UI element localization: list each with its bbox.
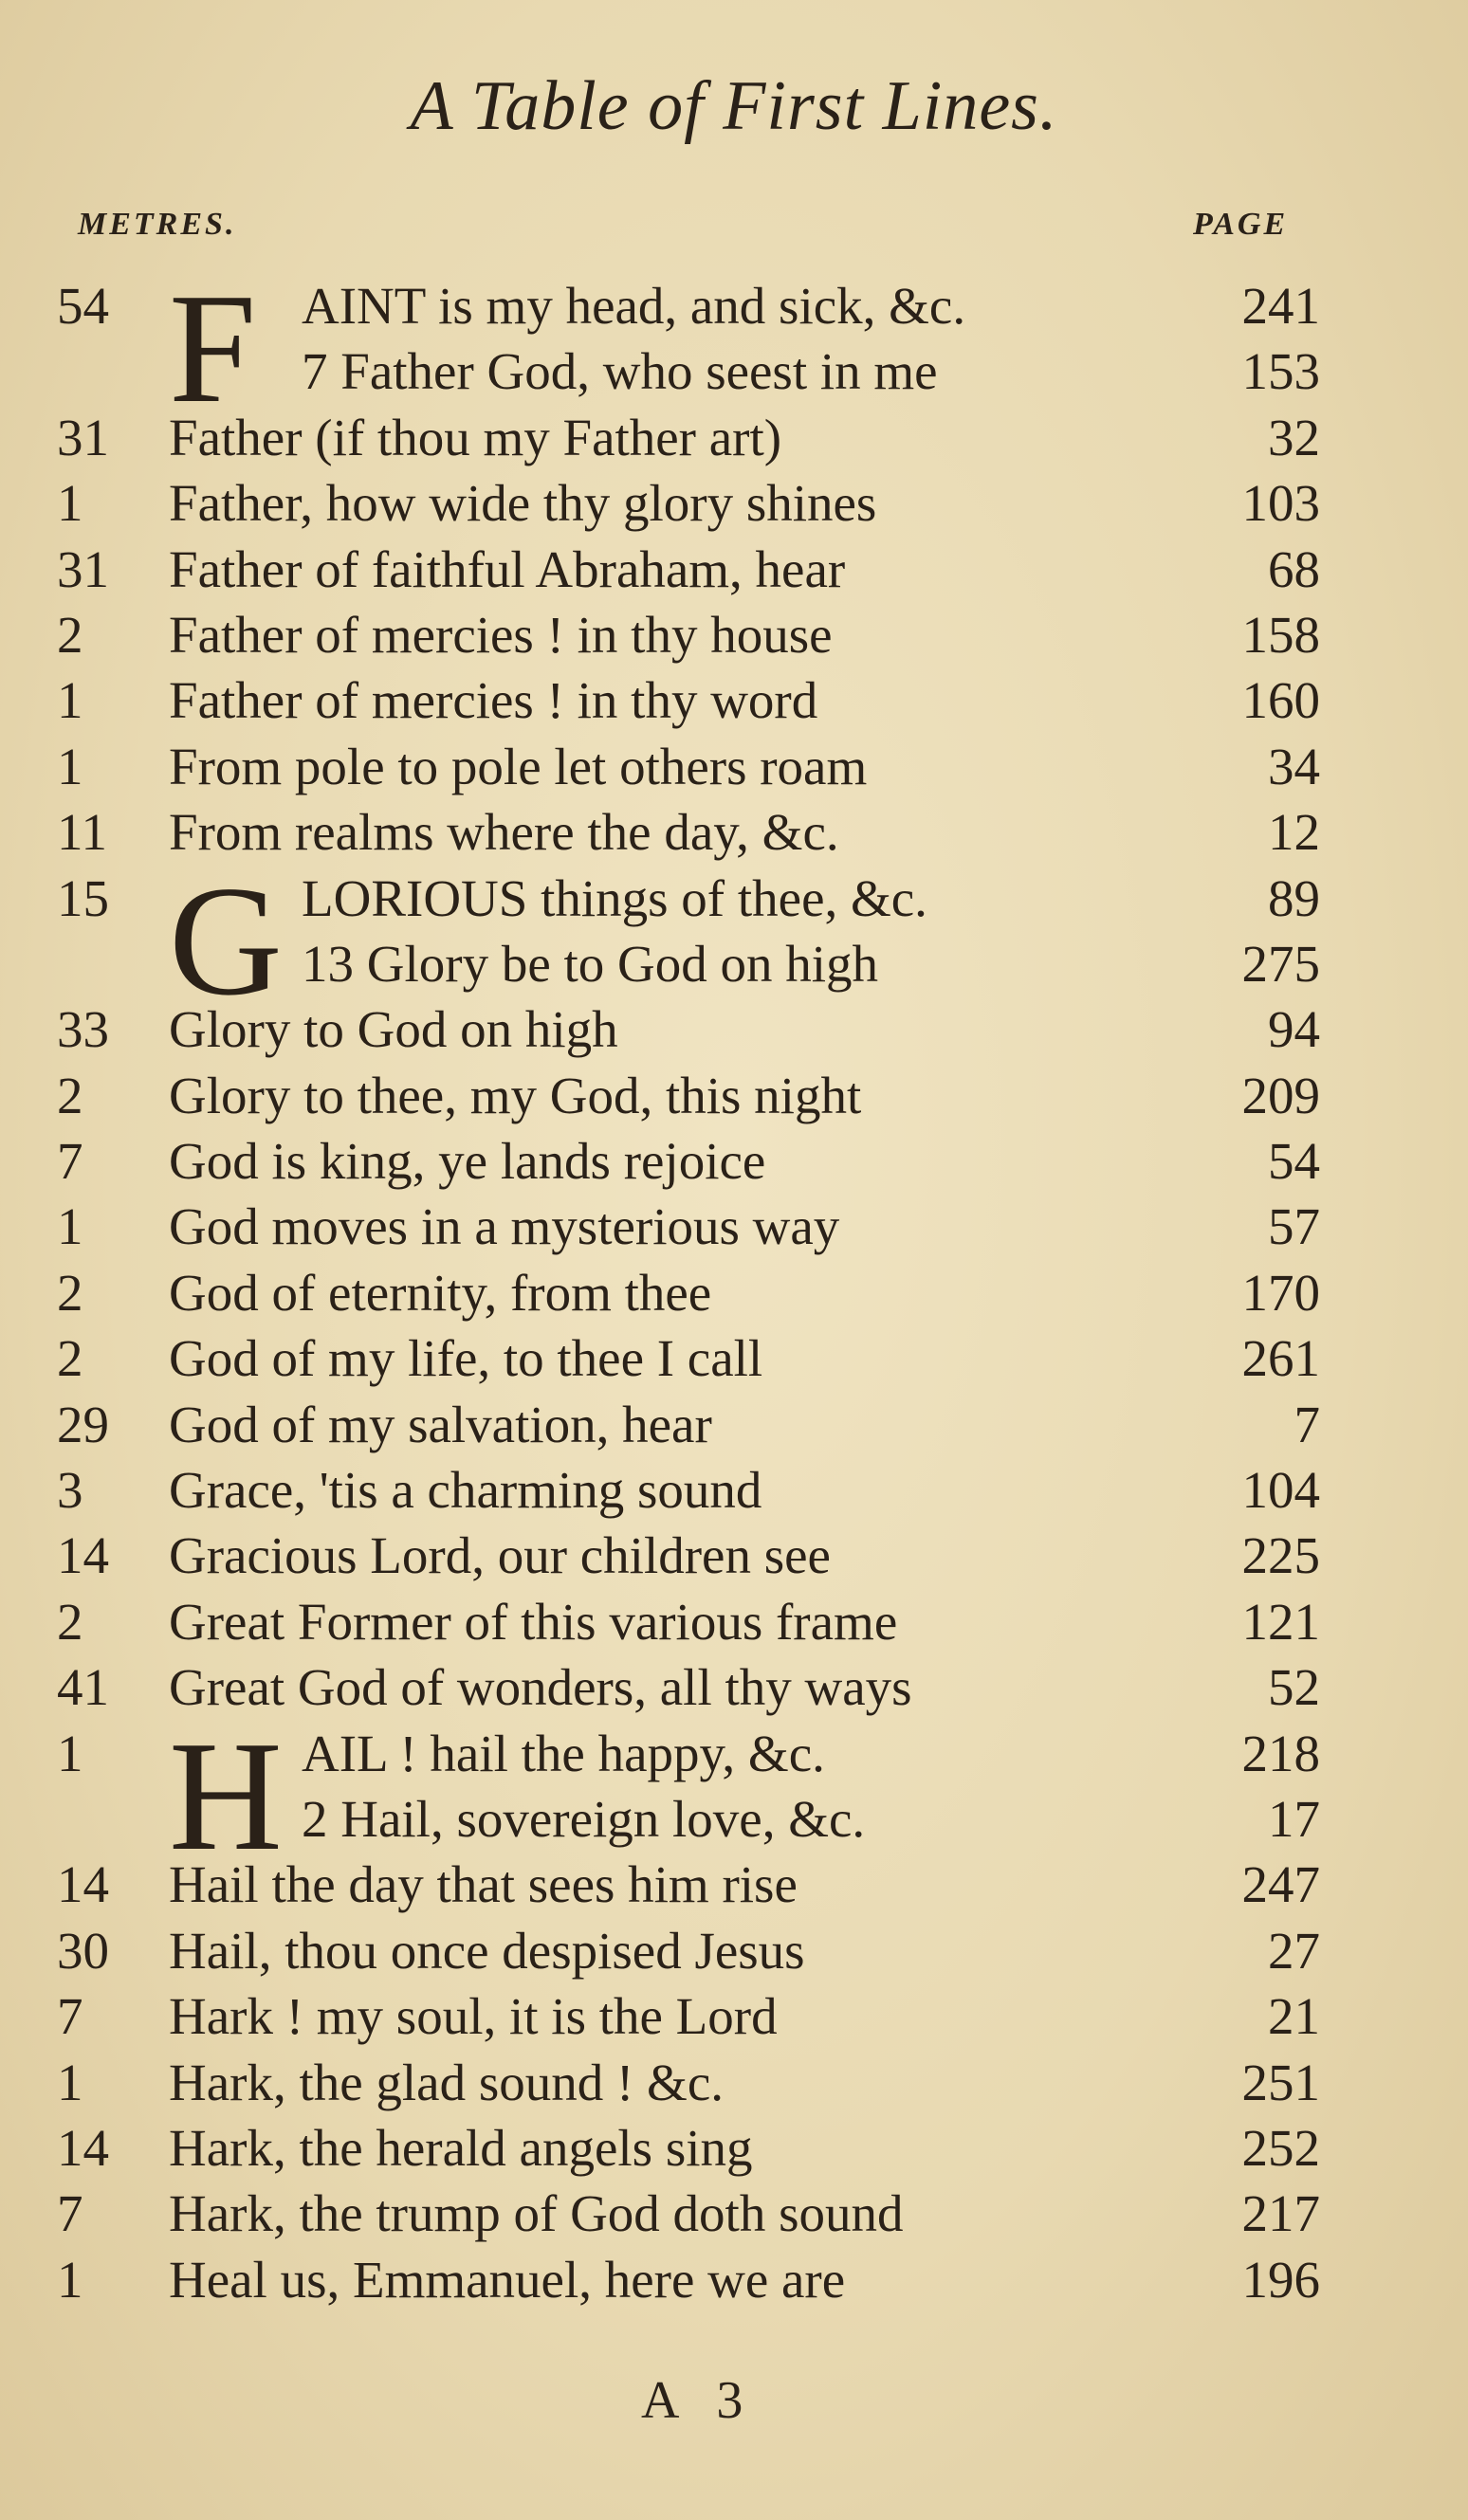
page-number: 89 — [1268, 868, 1320, 927]
table-row — [0, 338, 1468, 404]
table-row — [0, 1589, 1468, 1654]
page-header: PAGE — [1193, 207, 1289, 242]
page-number: 196 — [1241, 2250, 1320, 2309]
first-line-text: 13 Glory be to God on high — [302, 934, 879, 993]
first-line-text: God of eternity, from thee — [169, 1263, 712, 1322]
page-number: 218 — [1241, 1724, 1320, 1782]
first-line-text: Grace, 'tis a charming sound — [169, 1461, 762, 1520]
page-number: 68 — [1268, 539, 1320, 598]
table-row — [0, 1523, 1468, 1588]
table-row — [0, 2247, 1468, 2312]
first-line-text: Great Former of this various frame — [169, 1592, 898, 1651]
page-number: 52 — [1268, 1658, 1320, 1717]
metre-number: 1 — [57, 2053, 83, 2111]
table-row — [0, 996, 1468, 1062]
table-row — [0, 2115, 1468, 2181]
metre-number: 1 — [57, 2250, 83, 2309]
first-line-text: From realms where the day, &c. — [169, 803, 839, 862]
page-number: 209 — [1241, 1066, 1320, 1124]
drop-initial: H — [169, 1707, 283, 1883]
first-line-text: 2 Hail, sovereign love, &c. — [302, 1789, 866, 1848]
drop-initial: F — [169, 261, 257, 435]
metre-number: 1 — [57, 474, 83, 533]
first-line-text: God moves in a mysterious way — [169, 1197, 840, 1256]
table-row — [0, 1194, 1468, 1259]
table-row — [0, 1983, 1468, 2049]
metre-number: 31 — [57, 408, 109, 466]
page-title: A Table of First Lines. — [410, 67, 1058, 145]
metre-number: 2 — [57, 1263, 83, 1322]
metre-number: 2 — [57, 1066, 83, 1124]
page-number: 160 — [1241, 671, 1320, 730]
first-line-text: Hark, the glad sound ! &c. — [169, 2053, 724, 2111]
page-number: 121 — [1241, 1592, 1320, 1651]
table-row — [0, 2181, 1468, 2246]
page-number: 247 — [1241, 1855, 1320, 1914]
page-number: 153 — [1241, 342, 1320, 401]
first-line-text: Glory to God on high — [169, 1000, 618, 1059]
first-line-text: Hark ! my soul, it is the Lord — [169, 1987, 778, 2046]
first-line-text: Hail, thou once despised Jesus — [169, 1921, 805, 1980]
page-number: 7 — [1294, 1395, 1320, 1453]
metre-number: 54 — [57, 277, 109, 335]
first-line-text: AINT is my head, and sick, &c. — [302, 277, 966, 335]
first-line-text: God of my life, to thee I call — [169, 1329, 763, 1388]
table-row — [0, 1786, 1468, 1852]
table-row — [0, 1852, 1468, 1917]
page-number: 217 — [1241, 2184, 1320, 2243]
page-number: 34 — [1268, 737, 1320, 795]
metre-number: 33 — [57, 1000, 109, 1059]
metre-number: 2 — [57, 1329, 83, 1388]
table-row — [0, 537, 1468, 602]
metre-number: 29 — [57, 1395, 109, 1453]
table-row — [0, 405, 1468, 470]
first-line-text: God is king, ye lands rejoice — [169, 1132, 766, 1191]
table-row — [0, 470, 1468, 536]
table-row — [0, 602, 1468, 667]
page-number: 103 — [1241, 474, 1320, 533]
first-line-text: Hark, the herald angels sing — [169, 2118, 753, 2177]
table-row — [0, 1325, 1468, 1391]
metre-number: 1 — [57, 1197, 83, 1256]
first-line-text: Glory to thee, my God, this night — [169, 1066, 862, 1124]
first-line-text: Father (if thou my Father art) — [169, 408, 782, 466]
page-number: 27 — [1268, 1921, 1320, 1980]
metre-number: 14 — [57, 1526, 109, 1585]
first-line-text: Hail the day that sees him rise — [169, 1855, 798, 1914]
page-number: 17 — [1268, 1789, 1320, 1848]
page-number: 261 — [1241, 1329, 1320, 1388]
table-row — [0, 1392, 1468, 1457]
first-line-text: Gracious Lord, our children see — [169, 1526, 831, 1585]
metre-number: 7 — [57, 1987, 83, 2046]
page-number: 241 — [1241, 277, 1320, 335]
table-row — [0, 1260, 1468, 1325]
first-line-text: Father of faithful Abraham, hear — [169, 539, 846, 598]
page-number: 12 — [1268, 803, 1320, 862]
table-row — [0, 1918, 1468, 1983]
first-line-text: From pole to pole let others roam — [169, 737, 868, 795]
page-number: 251 — [1241, 2053, 1320, 2111]
drop-initial: G — [169, 852, 283, 1028]
first-line-text: Great God of wonders, all thy ways — [169, 1658, 912, 1717]
metre-number: 7 — [57, 1132, 83, 1191]
first-line-text: 7 Father God, who seest in me — [302, 342, 938, 401]
first-line-text: LORIOUS things of thee, &c. — [302, 868, 927, 927]
table-row — [0, 1457, 1468, 1523]
first-lines-table — [0, 261, 1468, 2312]
metres-header: METRES. — [78, 207, 237, 242]
page-number: 32 — [1268, 408, 1320, 466]
page-number: 57 — [1268, 1197, 1320, 1256]
table-row — [0, 1128, 1468, 1194]
page-number: 54 — [1268, 1132, 1320, 1191]
table-row — [0, 2050, 1468, 2115]
metre-number: 14 — [57, 1855, 109, 1914]
metre-number: 41 — [57, 1658, 109, 1717]
table-row — [0, 667, 1468, 733]
first-line-text: Father, how wide thy glory shines — [169, 474, 877, 533]
page-number: 225 — [1241, 1526, 1320, 1585]
metre-number: 11 — [57, 803, 107, 862]
metre-number: 1 — [57, 671, 83, 730]
table-row — [0, 734, 1468, 799]
metre-number: 31 — [57, 539, 109, 598]
metre-number: 3 — [57, 1461, 83, 1520]
metre-number: 1 — [57, 737, 83, 795]
first-line-text: Hark, the trump of God doth sound — [169, 2184, 904, 2243]
page-number: 275 — [1241, 934, 1320, 993]
page-number: 170 — [1241, 1263, 1320, 1322]
signature-mark: A 3 — [641, 2371, 757, 2430]
metre-number: 15 — [57, 868, 109, 927]
metre-number: 2 — [57, 1592, 83, 1651]
page-number: 252 — [1241, 2118, 1320, 2177]
metre-number: 30 — [57, 1921, 109, 1980]
first-line-text: Father of mercies ! in thy house — [169, 605, 833, 664]
metre-number: 14 — [57, 2118, 109, 2177]
first-line-text: God of my salvation, hear — [169, 1395, 712, 1453]
first-line-text: Father of mercies ! in thy word — [169, 671, 818, 730]
first-line-text: Heal us, Emmanuel, here we are — [169, 2250, 846, 2309]
page-number: 21 — [1268, 1987, 1320, 2046]
table-row — [0, 1063, 1468, 1128]
page-number: 104 — [1241, 1461, 1320, 1520]
first-line-text: AIL ! hail the happy, &c. — [302, 1724, 825, 1782]
page-number: 158 — [1241, 605, 1320, 664]
metre-number: 1 — [57, 1724, 83, 1782]
metre-number: 2 — [57, 605, 83, 664]
metre-number: 7 — [57, 2184, 83, 2243]
table-row — [0, 931, 1468, 996]
page-number: 94 — [1268, 1000, 1320, 1059]
